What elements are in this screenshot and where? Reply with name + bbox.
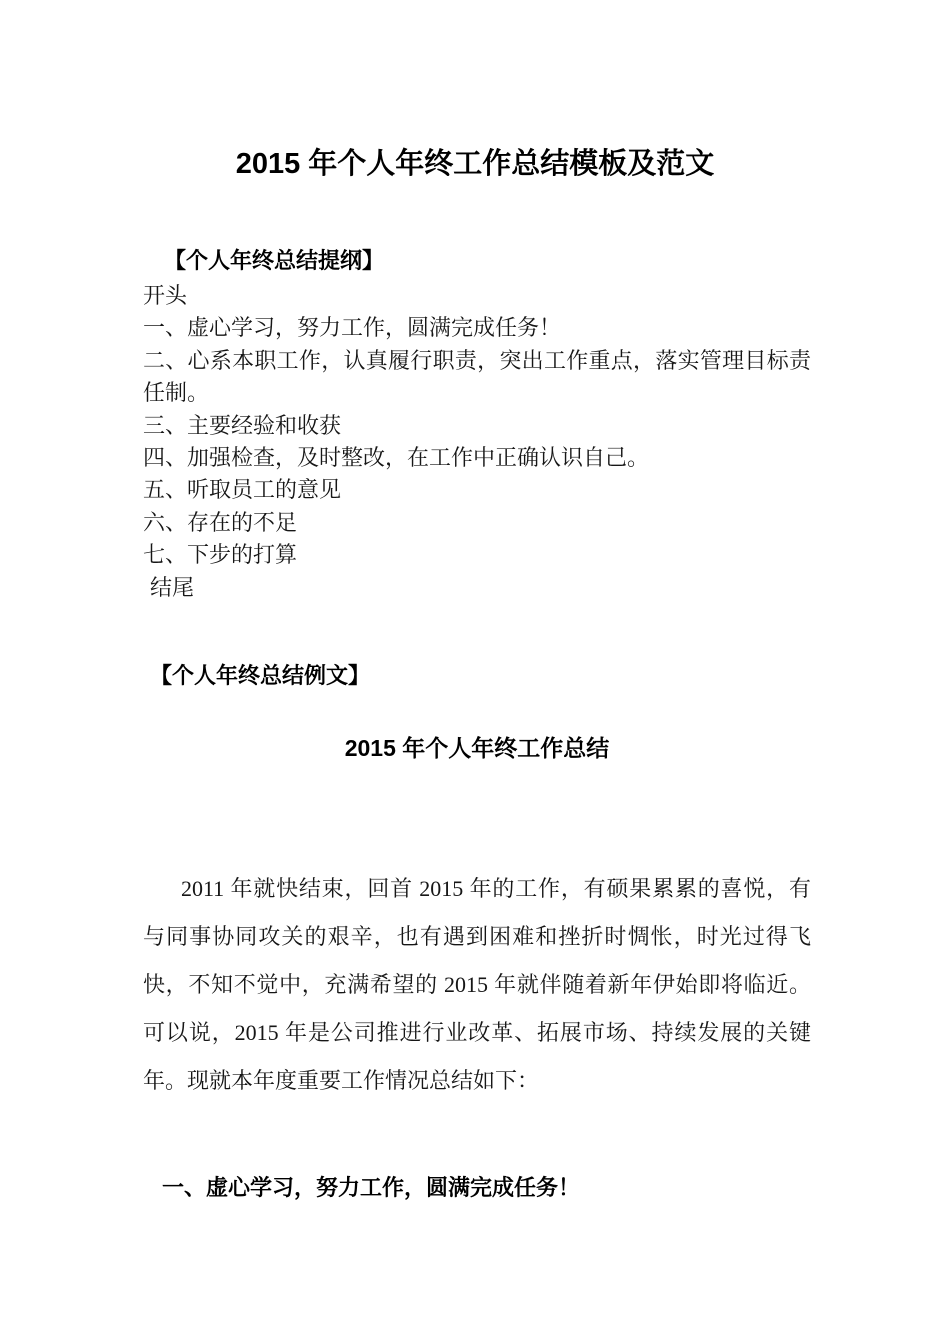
outline-item-1: 一、虚心学习，努力工作，圆满完成任务！ xyxy=(143,315,562,341)
outline-item-6: 六、存在的不足 xyxy=(143,509,298,535)
outline-item-opening: 开头 xyxy=(143,283,188,308)
sample-document-title: 2015 年个人年终工作总结 xyxy=(344,735,610,762)
sample-intro-paragraph: 2011 年就快结束，回首 2015 年的工作，有硕果累累的喜悦，有与同事协同攻关的艰辛，也有遇到困难和挫折时惆怅，时光过得飞快，不知不觉中，充满希望的 2015 年就伴随着新年伊始即将临近。可以说，2015 年是公司推进行业改革、拓展市场、持续发展的关键年。现就本年度重要工作情况总结如下： xyxy=(143,876,811,1094)
outline-item-7: 七、下步的打算 xyxy=(143,542,298,568)
outline-list xyxy=(143,280,811,604)
outline-item-2: 二、心系本职工作，认真履行职责，突出工作重点，落实管理目标责任制。 xyxy=(143,347,811,406)
sample-first-section-heading: 一、虚心学习，努力工作，圆满完成任务！ xyxy=(162,1175,581,1201)
sample-section-heading: 【个人年终总结例文】 xyxy=(150,663,371,689)
outline-section-heading: 【个人年终总结提纲】 xyxy=(164,248,385,273)
document-body xyxy=(143,247,811,1203)
outline-item-4: 四、加强检查，及时整改，在工作中正确认识自己。 xyxy=(143,445,650,471)
document-title: 2015 年个人年终工作总结模板及范文 xyxy=(235,148,715,180)
outline-item-3: 三、主要经验和收获 xyxy=(143,412,342,438)
outline-item-5: 五、听取员工的意见 xyxy=(143,477,342,503)
outline-item-ending: 结尾 xyxy=(150,574,195,600)
